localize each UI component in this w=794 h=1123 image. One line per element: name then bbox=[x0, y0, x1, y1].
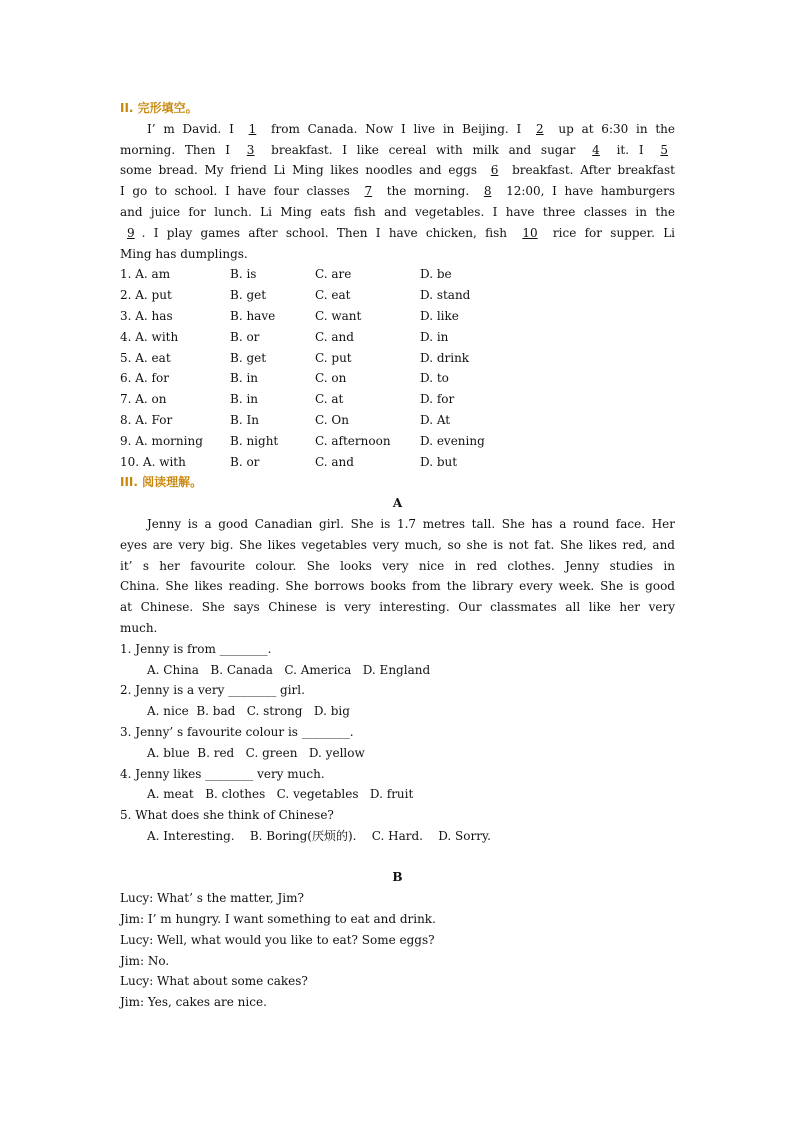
option-row bbox=[120, 389, 675, 410]
option-d: D. like bbox=[420, 308, 459, 323]
option-row bbox=[120, 431, 675, 452]
option-b: B. get bbox=[230, 350, 267, 365]
question-options: A. meat B. clothes C. vegetables D. fruit bbox=[147, 787, 414, 802]
dialogue-line: Lucy: What about some cakes? bbox=[120, 974, 308, 989]
option-a: 3. A. has bbox=[120, 308, 173, 323]
cloze-blank: 3 bbox=[246, 142, 255, 157]
option-b: B. or bbox=[230, 329, 260, 344]
dialogue-line: Lucy: What’ s the matter, Jim? bbox=[120, 891, 304, 906]
cloze-passage-line bbox=[120, 181, 675, 202]
cloze-blank: 8 bbox=[483, 184, 492, 199]
option-a: 1. A. am bbox=[120, 267, 171, 282]
option-a: 6. A. for bbox=[120, 371, 169, 386]
option-d: D. At bbox=[420, 412, 451, 427]
passage-text: some bread. My friend Li Ming likes noodles and eggs bbox=[120, 163, 484, 178]
passage-text: and juice for lunch. Li Ming eats fish and vegetables. I have three classes in the bbox=[120, 204, 675, 219]
option-a: 8. A. For bbox=[120, 412, 173, 427]
passage-b-label: B bbox=[392, 870, 403, 885]
cloze-blank: 5 bbox=[660, 142, 668, 157]
passage-text: rice for supper. Li bbox=[544, 225, 675, 240]
cloze-blank: 6 bbox=[490, 163, 499, 178]
option-c: C. want bbox=[315, 308, 362, 323]
question: 5. What does she think of Chinese? bbox=[120, 808, 334, 823]
option-c: C. put bbox=[315, 350, 352, 365]
option-d: D. for bbox=[420, 392, 455, 407]
dialogue-line: Jim: I’ m hungry. I want something to eat and drink. bbox=[120, 912, 436, 927]
option-row bbox=[120, 348, 675, 369]
passage-a-text bbox=[120, 514, 675, 639]
passage-text: up at 6:30 in the bbox=[550, 121, 676, 136]
cloze-heading: II. 完形填空。 bbox=[120, 101, 198, 115]
passage-a-line: China. She likes reading. She borrows books from the library every week. She is good bbox=[120, 579, 675, 594]
option-c: C. and bbox=[315, 329, 354, 344]
passage-a-line: eyes are very big. She likes vegetables very much, so she is not fat. She likes red, and bbox=[120, 537, 675, 552]
question: 3. Jenny’ s favourite colour is ________. bbox=[120, 724, 354, 739]
option-d: D. drink bbox=[420, 350, 470, 365]
passage-text: from Canada. Now I live in Beijing. I bbox=[263, 121, 529, 136]
passage-a-questions bbox=[120, 639, 675, 847]
question-options: A. nice B. bad C. strong D. big bbox=[147, 704, 350, 719]
option-a: 7. A. on bbox=[120, 392, 167, 407]
cloze-blank: 9 bbox=[127, 225, 135, 240]
cloze-options bbox=[120, 264, 675, 472]
option-b: B. in bbox=[230, 392, 259, 407]
cloze-blank: 4 bbox=[592, 142, 600, 157]
cloze-blank: 1 bbox=[248, 121, 257, 136]
option-row bbox=[120, 452, 675, 473]
spacer bbox=[120, 847, 675, 868]
passage-text: I go to school. I have four classes bbox=[120, 184, 358, 199]
question-options: A. blue B. red C. green D. yellow bbox=[147, 745, 365, 760]
option-d: D. stand bbox=[420, 288, 471, 303]
question: 2. Jenny is a very ________ girl. bbox=[120, 683, 305, 698]
passage-b-dialogue bbox=[120, 888, 675, 1013]
cloze-passage bbox=[120, 119, 675, 265]
worksheet-page bbox=[120, 98, 675, 1013]
passage-a-line: Jenny is a good Canadian girl. She is 1.7 metres tall. She has a round face. Her bbox=[147, 516, 675, 531]
passage-text: Ming has dumplings. bbox=[120, 246, 248, 261]
passage-a-label: A bbox=[392, 496, 403, 511]
option-row bbox=[120, 410, 675, 431]
passage-text: breakfast. After breakfast bbox=[505, 163, 676, 178]
dialogue-line: Jim: No. bbox=[120, 953, 170, 968]
option-row bbox=[120, 285, 675, 306]
option-c: C. On bbox=[315, 412, 349, 427]
dialogue-line: Jim: Yes, cakes are nice. bbox=[120, 995, 267, 1010]
option-b: B. get bbox=[230, 288, 267, 303]
cloze-blank: 7 bbox=[364, 184, 373, 199]
option-a: 5. A. eat bbox=[120, 350, 171, 365]
option-row bbox=[120, 327, 675, 348]
option-c: C. and bbox=[315, 454, 354, 469]
option-b: B. is bbox=[230, 267, 257, 282]
question: 1. Jenny is from ________. bbox=[120, 641, 272, 656]
option-c: C. at bbox=[315, 392, 344, 407]
option-d: D. in bbox=[420, 329, 449, 344]
reading-heading: III. 阅读理解。 bbox=[120, 475, 203, 490]
option-b: B. have bbox=[230, 308, 276, 323]
cloze-passage-line bbox=[120, 244, 675, 265]
cloze-passage-line bbox=[120, 119, 675, 140]
option-d: D. be bbox=[420, 267, 452, 282]
passage-a-line: much. bbox=[120, 620, 158, 635]
question: 4. Jenny likes ________ very much. bbox=[120, 766, 325, 781]
cloze-passage-line bbox=[120, 160, 675, 181]
passage-text: morning. Then I bbox=[120, 142, 240, 157]
option-b: B. in bbox=[230, 371, 259, 386]
option-row bbox=[120, 306, 675, 327]
option-c: C. eat bbox=[315, 288, 351, 303]
option-c: C. are bbox=[315, 267, 352, 282]
option-b: B. In bbox=[230, 412, 259, 427]
option-b: B. or bbox=[230, 454, 260, 469]
option-c: C. afternoon bbox=[315, 433, 391, 448]
option-row bbox=[120, 264, 675, 285]
option-c: C. on bbox=[315, 371, 347, 386]
option-d: D. to bbox=[420, 371, 449, 386]
dialogue-line: Lucy: Well, what would you like to eat? Some eggs? bbox=[120, 932, 435, 947]
cloze-passage-line bbox=[120, 223, 675, 244]
cloze-blank: 10 bbox=[522, 225, 538, 240]
option-a: 9. A. morning bbox=[120, 433, 203, 448]
option-a: 4. A. with bbox=[120, 329, 179, 344]
passage-text: 12:00, I have hamburgers bbox=[498, 184, 676, 199]
passage-text: I’ m David. I bbox=[147, 121, 242, 136]
passage-text: breakfast. I like cereal with milk and sugar bbox=[261, 142, 586, 157]
option-a: 10. A. with bbox=[120, 454, 186, 469]
question-options: A. Interesting. B. Boring(厌烦的). C. Hard. D. Sorry. bbox=[147, 828, 491, 843]
option-b: B. night bbox=[230, 433, 279, 448]
option-a: 2. A. put bbox=[120, 288, 172, 303]
option-d: D. evening bbox=[420, 433, 485, 448]
passage-a-line: at Chinese. She says Chinese is very interesting. Our classmates all like her very bbox=[120, 600, 675, 615]
passage-text: it. I bbox=[606, 142, 654, 157]
cloze-passage-line bbox=[120, 202, 675, 223]
passage-text: . I play games after school. Then I have chicken, fish bbox=[141, 225, 516, 240]
option-d: D. but bbox=[420, 454, 458, 469]
option-row bbox=[120, 368, 675, 389]
cloze-passage-line bbox=[120, 140, 675, 161]
passage-text: the morning. bbox=[379, 184, 477, 199]
question-options: A. China B. Canada C. America D. England bbox=[147, 662, 431, 677]
passage-a-line: it’ s her favourite colour. She looks very nice in red clothes. Jenny studies in bbox=[120, 558, 675, 573]
cloze-blank: 2 bbox=[535, 121, 544, 136]
